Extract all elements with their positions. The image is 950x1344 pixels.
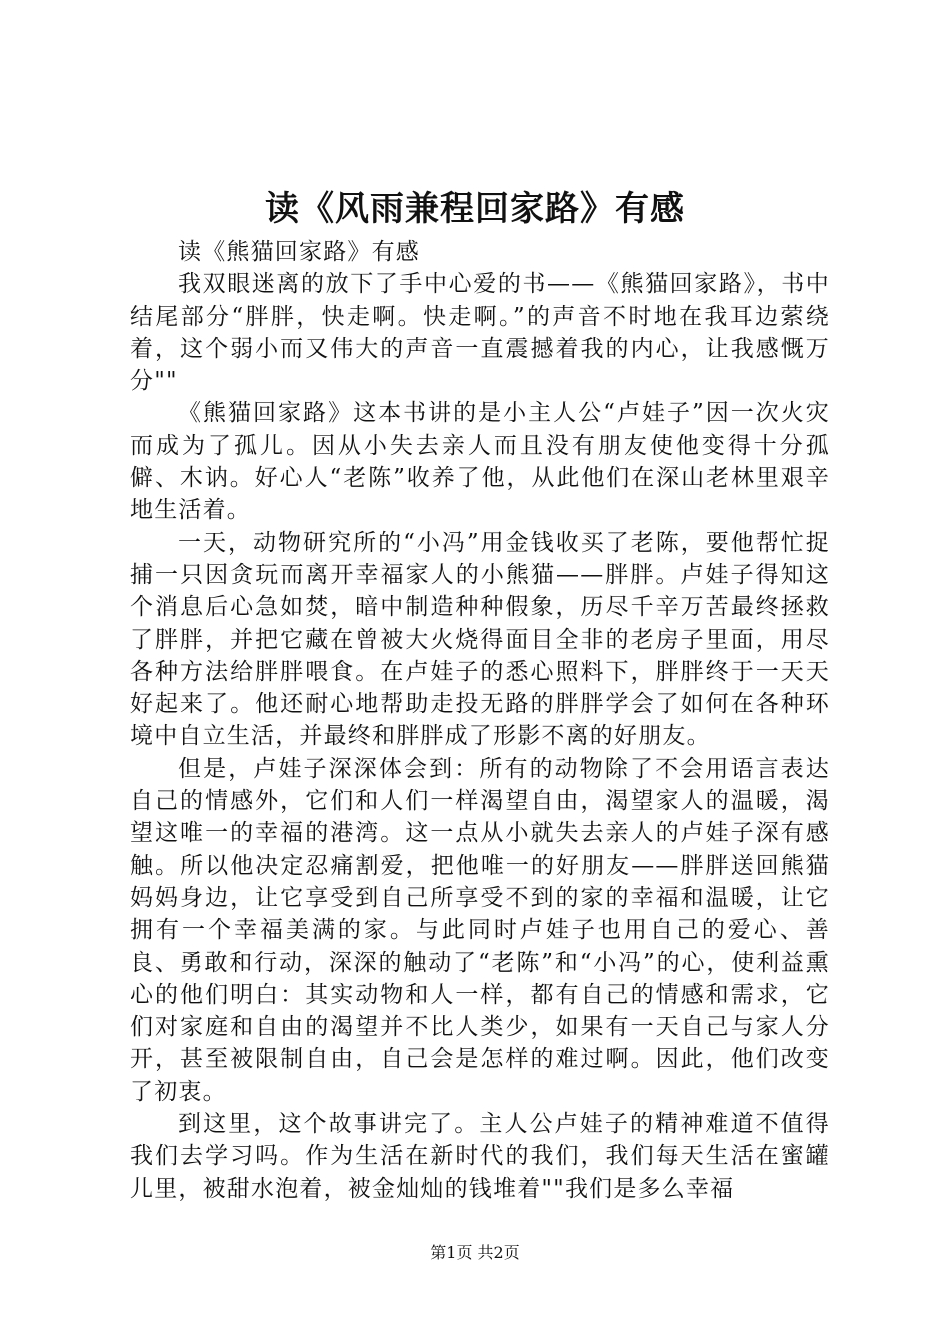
document-title: 读《风雨兼程回家路》有感	[265, 189, 685, 229]
document-body	[130, 236, 830, 1205]
paragraph-subtitle: 读《熊猫回家路》有感	[178, 239, 420, 265]
paragraph: 我双眼迷离的放下了手中心爱的书——《熊猫回家路》，书中结尾部分“胖胖，快走啊。快走啊。”的声音不时地在我耳边萦绕着，这个弱小而又伟大的声音一直震撼着我的内心，让我感慨万分""	[130, 271, 830, 395]
page-number-footer: 第1页 共2页	[430, 1243, 520, 1262]
paragraph: 但是，卢娃子深深体会到：所有的动物除了不会用语言表达自己的情感外，它们和人们一样渴望自由，渴望家人的温暖，渴望这唯一的幸福的港湾。这一点从小就失去亲人的卢娃子深有感触。所以他决定忍痛割爱，把他唯一的好朋友——胖胖送回熊猫妈妈身边，让它享受到自己所享受不到的家的幸福和温暖，让它拥有一个幸福美满的家。与此同时卢娃子也用自己的爱心、善良、勇敢和行动，深深的触动了“老陈”和“小冯”的心，使利益熏心的他们明白：其实动物和人一样，都有自己的情感和需求，它们对家庭和自由的渴望并不比人类少，如果有一天自己与家人分开，甚至被限制自由，自己会是怎样的难过啊。因此，他们改变了初衷。	[130, 755, 830, 1105]
paragraph: 一天，动物研究所的“小冯”用金钱收买了老陈，要他帮忙捉捕一只因贪玩而离开幸福家人的小熊猫——胖胖。卢娃子得知这个消息后心急如焚，暗中制造种种假象，历尽千辛万苦最终拯救了胖胖，并把它藏在曾被大火烧得面目全非的老房子里面，用尽各种方法给胖胖喂食。在卢娃子的悉心照料下，胖胖终于一天天好起来了。他还耐心地帮助走投无路的胖胖学会了如何在各种环境中自立生活，并最终和胖胖成了形影不离的好朋友。	[130, 529, 830, 750]
paragraph: 到这里，这个故事讲完了。主人公卢娃子的精神难道不值得我们去学习吗。作为生活在新时代的我们，我们每天生活在蜜罐儿里，被甜水泡着，被金灿灿的钱堆着""我们是多么幸福	[130, 1111, 830, 1202]
paragraph: 《熊猫回家路》这本书讲的是小主人公“卢娃子”因一次火灾而成为了孤儿。因从小失去亲人而且没有朋友使他变得十分孤僻、木讷。好心人“老陈”收养了他，从此他们在深山老林里艰辛地生活着。	[130, 400, 830, 524]
